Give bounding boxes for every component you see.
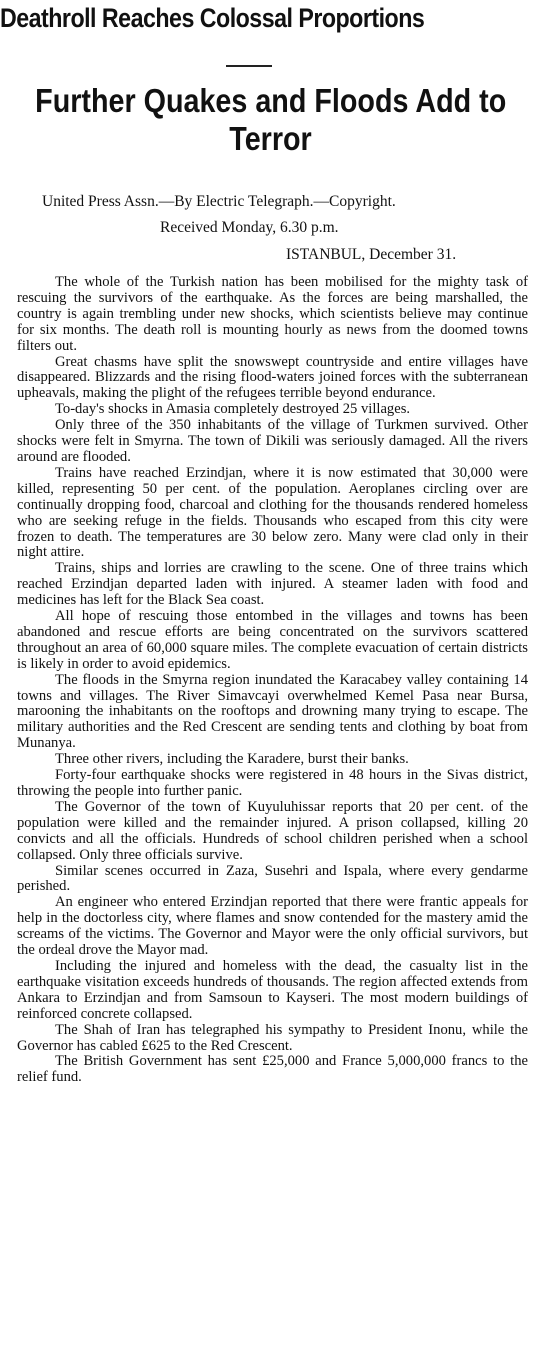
article-paragraph: Similar scenes occurred in Zaza, Susehri and Ispala, where every gendarme perished. (17, 862, 528, 895)
byline-agency: United Press Assn.—By Electric Telegraph.—Copyright. (42, 193, 396, 210)
article-paragraph: The Governor of the town of Kuyuluhissar reports that 20 per cent. of the population were killed and the remainder injured. A prison collapsed, killing 20 convicts and all the officials. Hundreds of school children perished when a school collapsed. Only three officials survive. (17, 798, 528, 863)
article-paragraph: Trains, ships and lorries are crawling to the scene. One of three trains which reached Erzindjan departed laden with injured. A steamer laden with food and medicines has left for the Black Sea coast. (17, 560, 528, 609)
article-paragraph: To-day's shocks in Amasia completely destroyed 25 villages. (55, 401, 411, 418)
article-paragraph: Three other rivers, including the Karadere, burst their banks. (55, 751, 409, 768)
main-headline-line-1: Further Quakes and Floods Add to (35, 82, 507, 119)
article-paragraph: Trains have reached Erzindjan, where it is now estimated that 30,000 were killed, representing 50 per cent. of the population. Aeroplanes circling over are continually dropping food, charcoal and clothing for the thousands rendered homeless who are seeking refuge in the fields. Thousands who escaped from this city were frozen to death. The temperatures are 30 below zero. Many were clad only in their night attire. (17, 464, 528, 561)
article-paragraph: Only three of the 350 inhabitants of the village of Turkmen survived. Other shocks were felt in Smyrna. The town of Dikili was seriously damaged. All the rivers around are flooded. (17, 417, 528, 465)
dateline: ISTANBUL, December 31. (286, 246, 457, 263)
article-paragraph: Including the injured and homeless with the dead, the casualty list in the earthquake visitation exceeds hundreds of thousands. The region affected extends from Ankara to Erzindjan and from Samsoun to Kayseri. The most modern buildings of reinforced concrete collapsed. (17, 957, 528, 1022)
article-paragraph: The floods in the Smyrna region inundated the Karacabey valley containing 14 towns and villages. The River Simavcayi overwhelmed Kemel Pasa near Bursa, marooning the inhabitants on the rooftops and drowning many trying to escape. The military authorities and the Red Crescent are sending tents and clothing by boat from Munanya. (17, 671, 528, 752)
article-paragraph: The British Government has sent £25,000 and France 5,000,000 francs to the relief fund. (17, 1053, 528, 1086)
article-paragraph: Great chasms have split the snowswept countryside and entire villages have disappeared. Blizzards and the rising flood-waters joined forces with the subterranean upheavals, making the plight of the refugees terrible beyond endurance. (17, 353, 528, 402)
article-paragraph: All hope of rescuing those entombed in the villages and towns has been abandoned and rescue efforts are being concentrated on the survivors scattered throughout an area of 60,000 square miles. The complete evacuation of certain districts is likely in order to avoid epidemics. (17, 608, 528, 672)
kicker-headline: Deathroll Reaches Colossal Proportions (0, 3, 425, 33)
article-paragraph: The whole of the Turkish nation has been mobilised for the mighty task of rescuing the survivors of the earthquake. As the forces are being marshalled, the country is again trembling under new shocks, which scientists believe may continue for six months. The death roll is mounting hourly as news from the doomed towns filters out. (17, 274, 528, 354)
article-paragraph: An engineer who entered Erzindjan reported that there were frantic appeals for help in the doctorless city, where flames and snow contended for the mastery amid the screams of the victims. The Governor and Mayor were the only official survivors, but the ordeal drove the Mayor mad. (17, 894, 528, 959)
main-headline (0, 82, 541, 158)
article-body (17, 275, 528, 1086)
article-paragraph: Forty-four earthquake shocks were registered in 48 hours in the Sivas district, throwing the people into further panic. (17, 767, 528, 799)
main-headline-line-2: Terror (229, 120, 312, 157)
headline-divider (226, 65, 272, 67)
byline-received: Received Monday, 6.30 p.m. (160, 219, 339, 236)
article-paragraph: The Shah of Iran has telegraphed his sympathy to President Inonu, while the Governor has cabled £625 to the Red Crescent. (17, 1021, 528, 1054)
